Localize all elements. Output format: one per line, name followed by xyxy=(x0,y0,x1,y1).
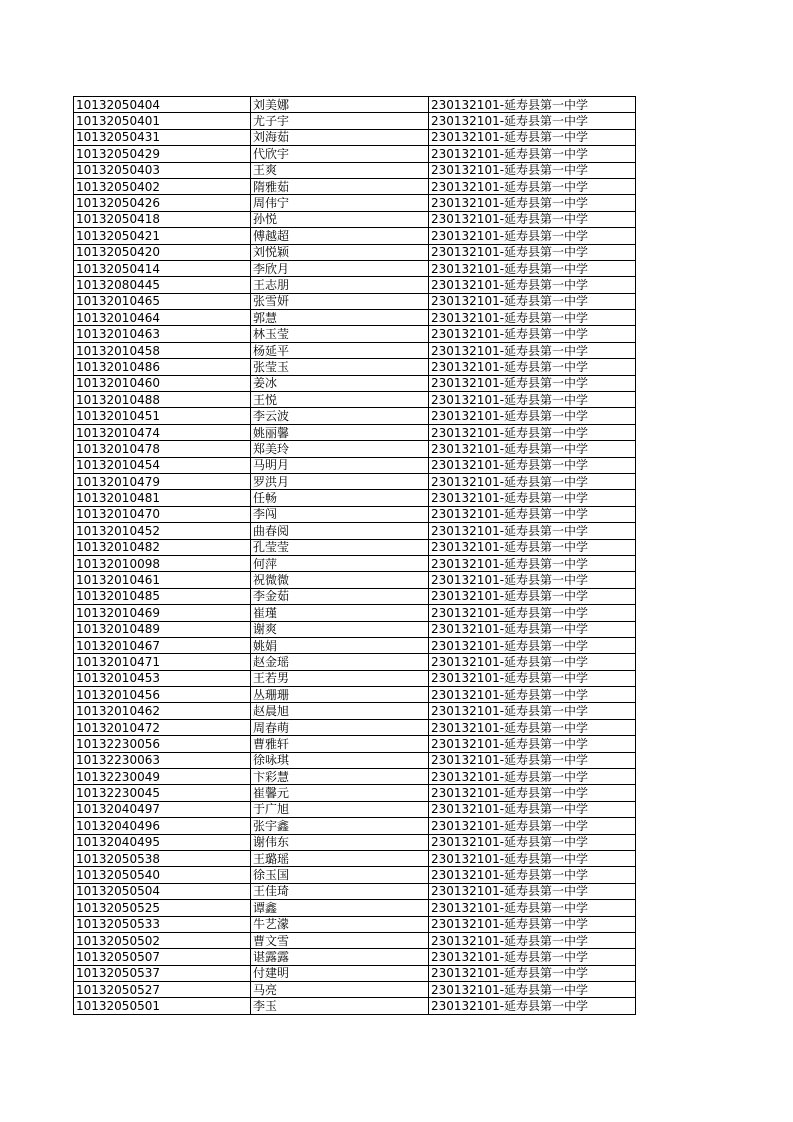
student-id-cell: 10132010478 xyxy=(74,441,251,457)
student-name-cell: 张莹玉 xyxy=(251,359,429,375)
table-row xyxy=(74,326,636,342)
table-row xyxy=(74,736,636,752)
table-row xyxy=(74,195,636,211)
school-cell: 230132101-延寿县第一中学 xyxy=(429,326,636,342)
school-cell: 230132101-延寿县第一中学 xyxy=(429,178,636,194)
table-row xyxy=(74,687,636,703)
student-name-cell: 谢伟东 xyxy=(251,834,429,850)
student-id-cell: 10132050431 xyxy=(74,129,251,145)
student-name-cell: 谭鑫 xyxy=(251,900,429,916)
table-row xyxy=(74,998,636,1014)
student-name-cell: 郑美玲 xyxy=(251,441,429,457)
table-row xyxy=(74,375,636,391)
student-name-cell: 孙悦 xyxy=(251,211,429,227)
student-name-cell: 孔莹莹 xyxy=(251,539,429,555)
student-id-cell: 10132050527 xyxy=(74,982,251,998)
table-row xyxy=(74,211,636,227)
student-id-cell: 10132050420 xyxy=(74,244,251,260)
school-cell: 230132101-延寿县第一中学 xyxy=(429,654,636,670)
table-row xyxy=(74,949,636,965)
student-name-cell: 刘悦颖 xyxy=(251,244,429,260)
student-roster-sheet xyxy=(73,96,636,1015)
student-id-cell: 10132230045 xyxy=(74,785,251,801)
table-row xyxy=(74,752,636,768)
student-name-cell: 任畅 xyxy=(251,490,429,506)
school-cell: 230132101-延寿县第一中学 xyxy=(429,932,636,948)
school-cell: 230132101-延寿县第一中学 xyxy=(429,424,636,440)
student-name-cell: 王璐瑶 xyxy=(251,850,429,866)
table-row xyxy=(74,588,636,604)
school-cell: 230132101-延寿县第一中学 xyxy=(429,949,636,965)
student-name-cell: 李金茹 xyxy=(251,588,429,604)
student-id-cell: 10132010489 xyxy=(74,621,251,637)
school-cell: 230132101-延寿县第一中学 xyxy=(429,883,636,899)
school-cell: 230132101-延寿县第一中学 xyxy=(429,900,636,916)
table-row xyxy=(74,654,636,670)
student-id-cell: 10132010458 xyxy=(74,342,251,358)
student-name-cell: 周春萌 xyxy=(251,719,429,735)
table-row xyxy=(74,260,636,276)
student-name-cell: 马明月 xyxy=(251,457,429,473)
table-row xyxy=(74,277,636,293)
student-name-cell: 赵晨旭 xyxy=(251,703,429,719)
school-cell: 230132101-延寿县第一中学 xyxy=(429,211,636,227)
student-id-cell: 10132010467 xyxy=(74,637,251,653)
table-row xyxy=(74,178,636,194)
student-name-cell: 罗洪月 xyxy=(251,473,429,489)
school-cell: 230132101-延寿县第一中学 xyxy=(429,146,636,162)
table-row xyxy=(74,244,636,260)
student-id-cell: 10132010456 xyxy=(74,687,251,703)
school-cell: 230132101-延寿县第一中学 xyxy=(429,113,636,129)
student-id-cell: 10132010454 xyxy=(74,457,251,473)
student-name-cell: 崔瑾 xyxy=(251,605,429,621)
student-id-cell: 10132050507 xyxy=(74,949,251,965)
student-id-cell: 10132230056 xyxy=(74,736,251,752)
table-row xyxy=(74,129,636,145)
table-row xyxy=(74,162,636,178)
student-name-cell: 郭慧 xyxy=(251,310,429,326)
student-name-cell: 李云波 xyxy=(251,408,429,424)
table-row xyxy=(74,523,636,539)
student-name-cell: 祝微微 xyxy=(251,572,429,588)
student-name-cell: 李玉 xyxy=(251,998,429,1014)
school-cell: 230132101-延寿县第一中学 xyxy=(429,850,636,866)
student-name-cell: 何萍 xyxy=(251,555,429,571)
school-cell: 230132101-延寿县第一中学 xyxy=(429,965,636,981)
student-id-cell: 10132040495 xyxy=(74,834,251,850)
student-id-cell: 10132010460 xyxy=(74,375,251,391)
school-cell: 230132101-延寿县第一中学 xyxy=(429,342,636,358)
school-cell: 230132101-延寿县第一中学 xyxy=(429,277,636,293)
table-row xyxy=(74,818,636,834)
student-name-cell: 姚娟 xyxy=(251,637,429,653)
student-id-cell: 10132010462 xyxy=(74,703,251,719)
school-cell: 230132101-延寿县第一中学 xyxy=(429,506,636,522)
student-name-cell: 刘海茹 xyxy=(251,129,429,145)
student-id-cell: 10132050537 xyxy=(74,965,251,981)
table-row xyxy=(74,965,636,981)
student-id-cell: 10132010488 xyxy=(74,392,251,408)
school-cell: 230132101-延寿县第一中学 xyxy=(429,605,636,621)
school-cell: 230132101-延寿县第一中学 xyxy=(429,195,636,211)
school-cell: 230132101-延寿县第一中学 xyxy=(429,490,636,506)
school-cell: 230132101-延寿县第一中学 xyxy=(429,998,636,1014)
student-id-cell: 10132010465 xyxy=(74,293,251,309)
table-row xyxy=(74,801,636,817)
school-cell: 230132101-延寿县第一中学 xyxy=(429,539,636,555)
school-cell: 230132101-延寿县第一中学 xyxy=(429,588,636,604)
table-row xyxy=(74,719,636,735)
student-name-cell: 隋雅茹 xyxy=(251,178,429,194)
table-row xyxy=(74,867,636,883)
student-id-cell: 10132230049 xyxy=(74,769,251,785)
student-id-cell: 10132050401 xyxy=(74,113,251,129)
table-row xyxy=(74,310,636,326)
student-id-cell: 10132050533 xyxy=(74,916,251,932)
table-row xyxy=(74,850,636,866)
table-row xyxy=(74,932,636,948)
student-id-cell: 10132010471 xyxy=(74,654,251,670)
student-name-cell: 王爽 xyxy=(251,162,429,178)
table-row xyxy=(74,769,636,785)
student-name-cell: 付建明 xyxy=(251,965,429,981)
student-name-cell: 牛艺濛 xyxy=(251,916,429,932)
student-id-cell: 10132050403 xyxy=(74,162,251,178)
student-name-cell: 李欣月 xyxy=(251,260,429,276)
student-name-cell: 张雪妍 xyxy=(251,293,429,309)
table-row xyxy=(74,342,636,358)
student-name-cell: 谢爽 xyxy=(251,621,429,637)
school-cell: 230132101-延寿县第一中学 xyxy=(429,260,636,276)
roster-body xyxy=(74,97,636,1015)
student-name-cell: 曹雅轩 xyxy=(251,736,429,752)
student-id-cell: 10132010469 xyxy=(74,605,251,621)
student-name-cell: 谌露露 xyxy=(251,949,429,965)
student-name-cell: 尤子宇 xyxy=(251,113,429,129)
school-cell: 230132101-延寿县第一中学 xyxy=(429,703,636,719)
student-id-cell: 10132010453 xyxy=(74,670,251,686)
school-cell: 230132101-延寿县第一中学 xyxy=(429,408,636,424)
table-row xyxy=(74,539,636,555)
school-cell: 230132101-延寿县第一中学 xyxy=(429,916,636,932)
student-name-cell: 曹文雪 xyxy=(251,932,429,948)
table-row xyxy=(74,473,636,489)
student-id-cell: 10132010463 xyxy=(74,326,251,342)
school-cell: 230132101-延寿县第一中学 xyxy=(429,670,636,686)
student-id-cell: 10132040496 xyxy=(74,818,251,834)
school-cell: 230132101-延寿县第一中学 xyxy=(429,441,636,457)
school-cell: 230132101-延寿县第一中学 xyxy=(429,293,636,309)
student-name-cell: 姜冰 xyxy=(251,375,429,391)
school-cell: 230132101-延寿县第一中学 xyxy=(429,228,636,244)
student-id-cell: 10132050414 xyxy=(74,260,251,276)
student-id-cell: 10132050404 xyxy=(74,97,251,113)
school-cell: 230132101-延寿县第一中学 xyxy=(429,244,636,260)
school-cell: 230132101-延寿县第一中学 xyxy=(429,473,636,489)
student-name-cell: 于广旭 xyxy=(251,801,429,817)
student-name-cell: 王志朋 xyxy=(251,277,429,293)
student-name-cell: 周伟宁 xyxy=(251,195,429,211)
table-row xyxy=(74,113,636,129)
student-name-cell: 杨延平 xyxy=(251,342,429,358)
student-id-cell: 10132050426 xyxy=(74,195,251,211)
table-row xyxy=(74,703,636,719)
student-name-cell: 傅越超 xyxy=(251,228,429,244)
student-name-cell: 李闯 xyxy=(251,506,429,522)
student-id-cell: 10132050501 xyxy=(74,998,251,1014)
student-name-cell: 徐玉国 xyxy=(251,867,429,883)
student-id-cell: 10132010482 xyxy=(74,539,251,555)
student-id-cell: 10132040497 xyxy=(74,801,251,817)
school-cell: 230132101-延寿县第一中学 xyxy=(429,769,636,785)
school-cell: 230132101-延寿县第一中学 xyxy=(429,687,636,703)
school-cell: 230132101-延寿县第一中学 xyxy=(429,736,636,752)
table-row xyxy=(74,555,636,571)
table-row xyxy=(74,637,636,653)
school-cell: 230132101-延寿县第一中学 xyxy=(429,375,636,391)
table-row xyxy=(74,506,636,522)
school-cell: 230132101-延寿县第一中学 xyxy=(429,818,636,834)
student-id-cell: 10132050525 xyxy=(74,900,251,916)
student-id-cell: 10132010485 xyxy=(74,588,251,604)
school-cell: 230132101-延寿县第一中学 xyxy=(429,359,636,375)
student-name-cell: 王悦 xyxy=(251,392,429,408)
student-id-cell: 10132010481 xyxy=(74,490,251,506)
student-id-cell: 10132230063 xyxy=(74,752,251,768)
student-name-cell: 代欣宇 xyxy=(251,146,429,162)
student-id-cell: 10132010470 xyxy=(74,506,251,522)
school-cell: 230132101-延寿县第一中学 xyxy=(429,310,636,326)
school-cell: 230132101-延寿县第一中学 xyxy=(429,129,636,145)
student-id-cell: 10132010464 xyxy=(74,310,251,326)
table-row xyxy=(74,834,636,850)
student-id-cell: 10132050429 xyxy=(74,146,251,162)
table-row xyxy=(74,572,636,588)
student-name-cell: 王佳琦 xyxy=(251,883,429,899)
school-cell: 230132101-延寿县第一中学 xyxy=(429,637,636,653)
school-cell: 230132101-延寿县第一中学 xyxy=(429,719,636,735)
school-cell: 230132101-延寿县第一中学 xyxy=(429,785,636,801)
table-row xyxy=(74,408,636,424)
school-cell: 230132101-延寿县第一中学 xyxy=(429,801,636,817)
table-row xyxy=(74,670,636,686)
student-name-cell: 张宇鑫 xyxy=(251,818,429,834)
student-id-cell: 10132050538 xyxy=(74,850,251,866)
student-name-cell: 徐咏琪 xyxy=(251,752,429,768)
table-row xyxy=(74,490,636,506)
student-id-cell: 10132050502 xyxy=(74,932,251,948)
table-row xyxy=(74,982,636,998)
student-name-cell: 卞彩慧 xyxy=(251,769,429,785)
student-roster-table xyxy=(73,96,636,1015)
table-row xyxy=(74,146,636,162)
student-id-cell: 10132010098 xyxy=(74,555,251,571)
student-name-cell: 丛珊珊 xyxy=(251,687,429,703)
student-name-cell: 赵金瑶 xyxy=(251,654,429,670)
school-cell: 230132101-延寿县第一中学 xyxy=(429,162,636,178)
student-id-cell: 10132050504 xyxy=(74,883,251,899)
school-cell: 230132101-延寿县第一中学 xyxy=(429,97,636,113)
student-name-cell: 崔馨元 xyxy=(251,785,429,801)
table-row xyxy=(74,359,636,375)
student-id-cell: 10132050421 xyxy=(74,228,251,244)
student-id-cell: 10132010461 xyxy=(74,572,251,588)
student-name-cell: 姚丽馨 xyxy=(251,424,429,440)
student-id-cell: 10132050402 xyxy=(74,178,251,194)
school-cell: 230132101-延寿县第一中学 xyxy=(429,572,636,588)
table-row xyxy=(74,621,636,637)
school-cell: 230132101-延寿县第一中学 xyxy=(429,392,636,408)
table-row xyxy=(74,424,636,440)
student-id-cell: 10132010451 xyxy=(74,408,251,424)
school-cell: 230132101-延寿县第一中学 xyxy=(429,457,636,473)
school-cell: 230132101-延寿县第一中学 xyxy=(429,555,636,571)
student-name-cell: 林玉莹 xyxy=(251,326,429,342)
table-row xyxy=(74,97,636,113)
table-row xyxy=(74,916,636,932)
student-name-cell: 王若男 xyxy=(251,670,429,686)
student-name-cell: 刘美娜 xyxy=(251,97,429,113)
school-cell: 230132101-延寿县第一中学 xyxy=(429,621,636,637)
table-row xyxy=(74,457,636,473)
table-row xyxy=(74,785,636,801)
table-row xyxy=(74,441,636,457)
table-row xyxy=(74,293,636,309)
student-id-cell: 10132050540 xyxy=(74,867,251,883)
table-row xyxy=(74,883,636,899)
student-id-cell: 10132080445 xyxy=(74,277,251,293)
student-id-cell: 10132010452 xyxy=(74,523,251,539)
school-cell: 230132101-延寿县第一中学 xyxy=(429,523,636,539)
school-cell: 230132101-延寿县第一中学 xyxy=(429,834,636,850)
table-row xyxy=(74,900,636,916)
student-id-cell: 10132010474 xyxy=(74,424,251,440)
school-cell: 230132101-延寿县第一中学 xyxy=(429,982,636,998)
table-row xyxy=(74,392,636,408)
student-name-cell: 曲春阅 xyxy=(251,523,429,539)
school-cell: 230132101-延寿县第一中学 xyxy=(429,752,636,768)
student-id-cell: 10132050418 xyxy=(74,211,251,227)
student-name-cell: 马亮 xyxy=(251,982,429,998)
student-id-cell: 10132010472 xyxy=(74,719,251,735)
table-row xyxy=(74,605,636,621)
school-cell: 230132101-延寿县第一中学 xyxy=(429,867,636,883)
table-row xyxy=(74,228,636,244)
student-id-cell: 10132010486 xyxy=(74,359,251,375)
student-id-cell: 10132010479 xyxy=(74,473,251,489)
